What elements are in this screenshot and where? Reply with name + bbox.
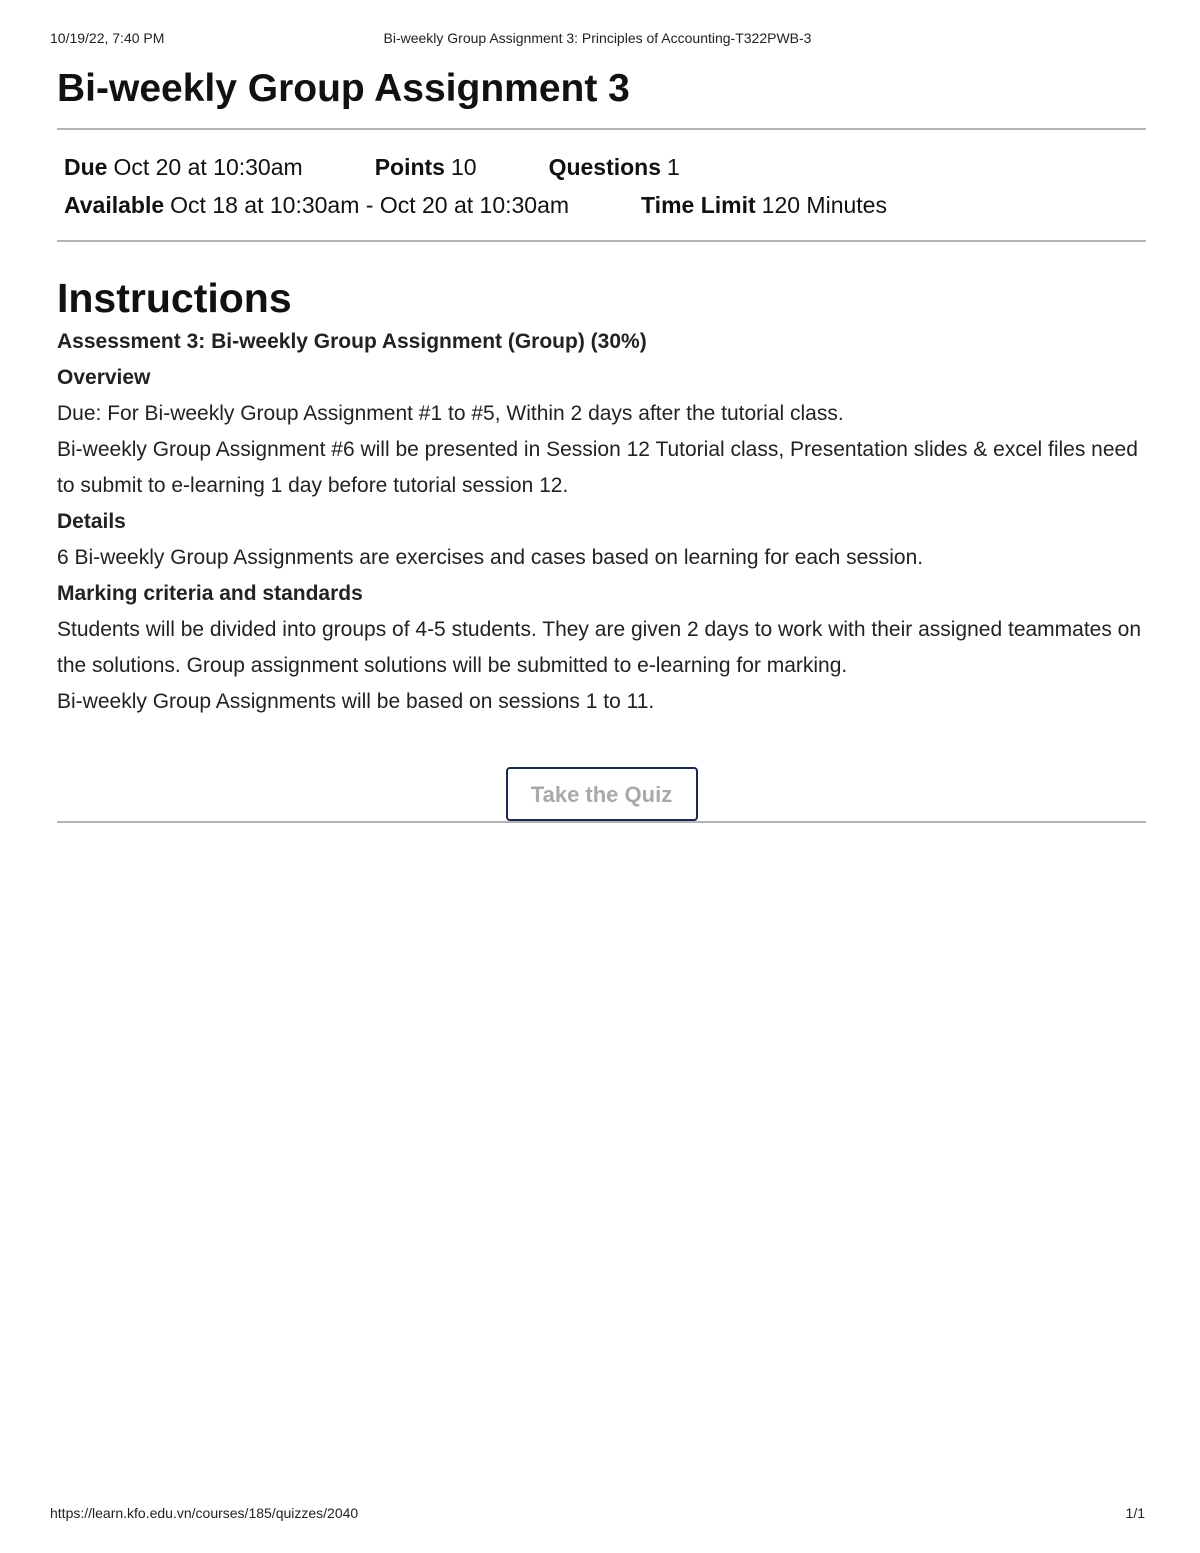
marking-paragraph-1: Students will be divided into groups of 4-5 students. They are given 2 days to work with their assigned teammates on the solutions. Group assignment solutions will be submitted to e-learning for marking.	[57, 618, 1142, 677]
quiz-details-row-1	[64, 148, 1146, 186]
time-limit-label: Time Limit	[641, 192, 756, 218]
details-paragraph: 6 Bi-weekly Group Assignments are exercises and cases based on learning for each session.	[57, 546, 924, 569]
print-header	[50, 30, 1145, 50]
available-value: Oct 18 at 10:30am - Oct 20 at 10:30am	[170, 192, 570, 218]
due-value: Oct 20 at 10:30am	[113, 154, 303, 180]
overview-heading: Overview	[57, 366, 151, 389]
time-limit	[641, 186, 887, 224]
quiz-action-area	[57, 767, 1146, 821]
availability	[64, 186, 569, 224]
print-page-number: 1/1	[1125, 1505, 1145, 1521]
time-limit-value: 120 Minutes	[761, 192, 887, 218]
bottom-divider	[57, 821, 1146, 823]
quiz-details-row-2	[64, 186, 1146, 224]
quiz-details	[57, 130, 1146, 240]
marking-heading: Marking criteria and standards	[57, 582, 363, 605]
marking-paragraph-2: Bi-weekly Group Assignments will be based on sessions 1 to 11.	[57, 690, 655, 713]
due-label: Due	[64, 154, 108, 180]
print-url: https://learn.kfo.edu.vn/courses/185/quizzes/2040	[50, 1505, 359, 1521]
questions	[549, 148, 680, 186]
assessment-title: Assessment 3: Bi-weekly Group Assignment (Group) (30%)	[57, 330, 647, 353]
instructions-body	[57, 324, 1146, 720]
details-heading: Details	[57, 510, 126, 533]
take-quiz-button[interactable]: Take the Quiz	[506, 767, 698, 821]
print-document-title: Bi-weekly Group Assignment 3: Principles of Accounting-T322PWB-3	[383, 30, 812, 46]
available-label: Available	[64, 192, 165, 218]
instructions-heading: Instructions	[57, 275, 292, 321]
questions-label: Questions	[548, 154, 662, 180]
overview-paragraph-1: Due: For Bi-weekly Group Assignment #1 to #5, Within 2 days after the tutorial class.	[57, 402, 844, 425]
quiz-content	[57, 62, 1146, 823]
details-divider	[57, 240, 1146, 242]
page-title: Bi-weekly Group Assignment 3	[57, 67, 630, 110]
print-datetime: 10/19/22, 7:40 PM	[50, 30, 165, 46]
points-label: Points	[374, 154, 445, 180]
points-value: 10	[450, 154, 477, 180]
print-footer	[50, 1505, 1145, 1525]
questions-value: 1	[667, 154, 680, 180]
due-date	[64, 148, 303, 186]
overview-paragraph-2: Bi-weekly Group Assignment #6 will be presented in Session 12 Tutorial class, Presentation slides & excel files need to submit to e-learning 1 day before tutorial session 12.	[57, 438, 1138, 497]
points	[375, 148, 477, 186]
